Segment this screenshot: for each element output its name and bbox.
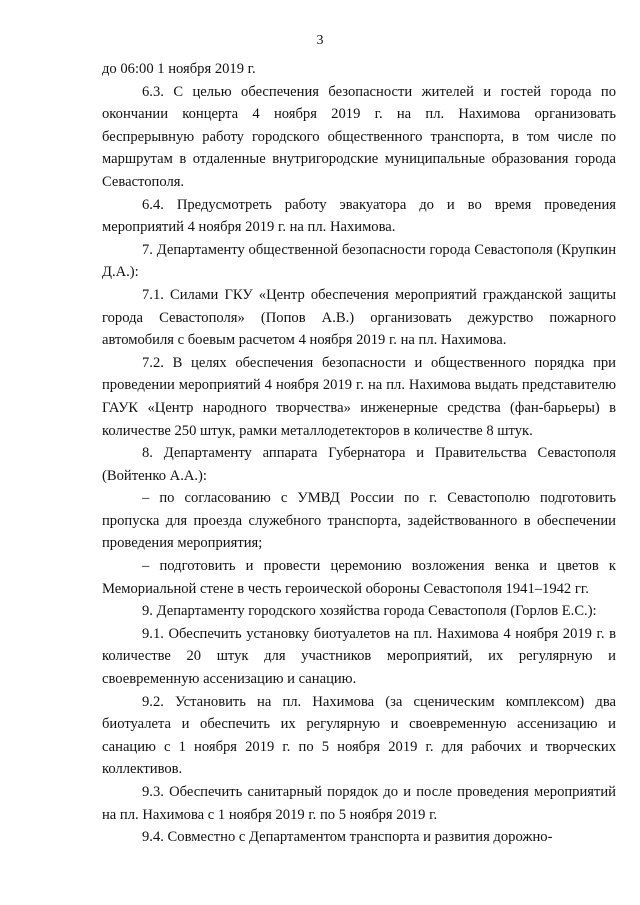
paragraph-continuation: до 06:00 1 ноября 2019 г.: [102, 61, 256, 77]
paragraph-6-3: 6.3. С целью обеспечения безопасности жителей и гостей города по окончании концерта 4 ноября 2019 г. на пл. Нахимова организовать беспрерывную работу городского общественного транспорта, в том числе по маршрутам в отдаленные внутригородские муниципальные образования города Севастополя.: [102, 83, 616, 190]
paragraph-8-dash-1: – по согласованию с УМВД России по г. Севастополю подготовить пропуска для проезда служебного транспорта, задействованного в обеспечении проведения мероприятия;: [102, 490, 616, 552]
paragraph-6-4: 6.4. Предусмотреть работу эвакуатора до и во время проведения мероприятий 4 ноября 2019 г. на пл. Нахимова.: [102, 196, 616, 236]
paragraph-9-2: 9.2. Установить на пл. Нахимова (за сценическим комплексом) два биотуалета и обеспечить их регулярную и своевременную ассенизацию и санацию с 1 ноября 2019 г. по 5 ноября 2019 г. для рабочих и творческих коллективов.: [102, 693, 616, 778]
paragraph-9-1: 9.1. Обеспечить установку биотуалетов на пл. Нахимова 4 ноября 2019 г. в количестве 20 штук для участников мероприятий, их регулярную и своевременную ассенизацию и санацию.: [102, 625, 616, 688]
page-number: 3: [316, 33, 324, 48]
paragraph-8: 8. Департаменту аппарата Губернатора и Правительства Севастополя (Войтенко А.А.):: [102, 445, 616, 484]
document-body: [102, 58, 616, 849]
paragraph-7-1: 7.1. Силами ГКУ «Центр обеспечения мероприятий гражданской защиты города Севастополя» (Попов А.В.) организовать дежурство пожарного автомобиля с боевым расчетом 4 ноября 2019 г. на пл. Нахимова.: [102, 286, 616, 349]
paragraph-9: 9. Департаменту городского хозяйства города Севастополя (Горлов Е.С.):: [142, 603, 597, 620]
paragraph-9-3: 9.3. Обеспечить санитарный порядок до и после проведения мероприятий на пл. Нахимова с 1 ноября 2019 г. по 5 ноября 2019 г.: [102, 784, 616, 823]
paragraph-8-dash-2: – подготовить и провести церемонию возложения венка и цветов к Мемориальной стене в честь героической обороны Севастополя 1941–1942 гг.: [102, 558, 616, 597]
paragraph-7-2: 7.2. В целях обеспечения безопасности и общественного порядка при проведении мероприятий 4 ноября 2019 г. на пл. Нахимова выдать представителю ГАУК «Центр народного творчества» инженерные средства (фан-барьеры) в количестве 250 штук, рамки металлодетекторов в количестве 8 штук.: [102, 354, 616, 439]
paragraph-7: 7. Департаменту общественной безопасности города Севастополя (Крупкин Д.А.):: [102, 241, 616, 281]
paragraph-9-4: 9.4. Совместно с Департаментом транспорта и развития дорожно-: [142, 829, 553, 846]
